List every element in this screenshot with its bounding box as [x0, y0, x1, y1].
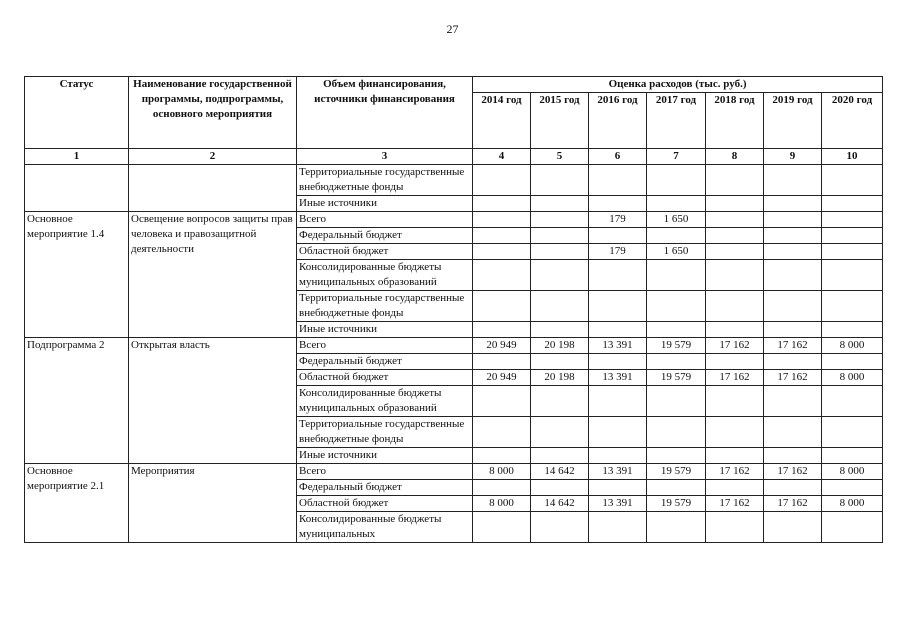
- column-number: 7: [647, 149, 706, 165]
- amount-cell: [473, 244, 531, 260]
- amount-cell: [764, 480, 822, 496]
- amount-cell: 13 391: [589, 496, 647, 512]
- amount-cell: [764, 417, 822, 448]
- amount-cell: [822, 212, 883, 228]
- amount-cell: 19 579: [647, 464, 706, 480]
- amount-cell: [589, 448, 647, 464]
- amount-cell: [764, 512, 822, 543]
- amount-cell: [706, 354, 764, 370]
- amount-cell: [647, 228, 706, 244]
- header-year: 2019 год: [764, 93, 822, 149]
- funding-source-cell: Иные источники: [297, 196, 473, 212]
- amount-cell: [531, 228, 589, 244]
- amount-cell: [473, 228, 531, 244]
- table-row: [25, 464, 883, 480]
- amount-cell: [473, 322, 531, 338]
- table-body: [25, 165, 883, 543]
- amount-cell: [764, 260, 822, 291]
- amount-cell: [473, 291, 531, 322]
- funding-source-cell: Областной бюджет: [297, 244, 473, 260]
- financing-table: [24, 76, 883, 543]
- header-year: 2016 год: [589, 93, 647, 149]
- amount-cell: [822, 260, 883, 291]
- status-cell: Основное мероприятие 1.4: [25, 212, 129, 338]
- amount-cell: [764, 196, 822, 212]
- funding-source-cell: Всего: [297, 338, 473, 354]
- amount-cell: 179: [589, 212, 647, 228]
- amount-cell: 8 000: [822, 370, 883, 386]
- amount-cell: 19 579: [647, 338, 706, 354]
- amount-cell: [531, 212, 589, 228]
- amount-cell: 17 162: [764, 338, 822, 354]
- amount-cell: [589, 228, 647, 244]
- amount-cell: 19 579: [647, 496, 706, 512]
- amount-cell: [764, 386, 822, 417]
- funding-source-cell: Всего: [297, 464, 473, 480]
- header-estimate: Оценка расходов (тыс. руб.): [473, 77, 883, 93]
- amount-cell: [647, 480, 706, 496]
- amount-cell: [647, 291, 706, 322]
- amount-cell: [706, 480, 764, 496]
- amount-cell: [647, 165, 706, 196]
- amount-cell: [531, 480, 589, 496]
- amount-cell: [647, 512, 706, 543]
- amount-cell: [473, 260, 531, 291]
- amount-cell: [531, 165, 589, 196]
- amount-cell: 8 000: [473, 496, 531, 512]
- program-name-cell: Освещение вопросов защиты прав человека и правозащитной деятельности: [129, 212, 297, 338]
- status-cell: Подпрограмма 2: [25, 338, 129, 464]
- funding-source-cell: Федеральный бюджет: [297, 354, 473, 370]
- column-number: 8: [706, 149, 764, 165]
- amount-cell: [589, 165, 647, 196]
- amount-cell: [473, 480, 531, 496]
- amount-cell: [764, 228, 822, 244]
- amount-cell: [822, 386, 883, 417]
- amount-cell: [647, 196, 706, 212]
- amount-cell: [589, 386, 647, 417]
- amount-cell: 19 579: [647, 370, 706, 386]
- amount-cell: [589, 260, 647, 291]
- amount-cell: [531, 417, 589, 448]
- header-year: 2015 год: [531, 93, 589, 149]
- amount-cell: 8 000: [822, 464, 883, 480]
- status-cell: [25, 165, 129, 212]
- amount-cell: [764, 322, 822, 338]
- amount-cell: 8 000: [473, 464, 531, 480]
- amount-cell: [822, 480, 883, 496]
- amount-cell: 17 162: [706, 496, 764, 512]
- amount-cell: [764, 244, 822, 260]
- amount-cell: [706, 228, 764, 244]
- amount-cell: [589, 480, 647, 496]
- amount-cell: [706, 448, 764, 464]
- column-number: 4: [473, 149, 531, 165]
- amount-cell: [589, 512, 647, 543]
- header-year: 2017 год: [647, 93, 706, 149]
- amount-cell: 14 642: [531, 496, 589, 512]
- amount-cell: [589, 354, 647, 370]
- amount-cell: 17 162: [764, 370, 822, 386]
- funding-source-cell: Территориальные государственные внебюджетные фонды: [297, 291, 473, 322]
- amount-cell: [531, 196, 589, 212]
- amount-cell: [647, 386, 706, 417]
- table-row: [25, 212, 883, 228]
- amount-cell: 13 391: [589, 370, 647, 386]
- amount-cell: [531, 244, 589, 260]
- program-name-cell: Открытая власть: [129, 338, 297, 464]
- funding-source-cell: Территориальные государственные внебюджетные фонды: [297, 417, 473, 448]
- funding-source-cell: Консолидированные бюджеты муниципальных: [297, 512, 473, 543]
- funding-source-cell: Федеральный бюджет: [297, 228, 473, 244]
- amount-cell: [822, 448, 883, 464]
- amount-cell: [589, 291, 647, 322]
- amount-cell: [706, 196, 764, 212]
- column-number: 9: [764, 149, 822, 165]
- amount-cell: [531, 512, 589, 543]
- funding-source-cell: Областной бюджет: [297, 496, 473, 512]
- header-year: 2020 год: [822, 93, 883, 149]
- amount-cell: [473, 417, 531, 448]
- column-number: 3: [297, 149, 473, 165]
- page-number: 27: [446, 22, 459, 36]
- amount-cell: [531, 354, 589, 370]
- funding-source-cell: Консолидированные бюджеты муниципальных образований: [297, 260, 473, 291]
- amount-cell: [647, 260, 706, 291]
- amount-cell: [473, 354, 531, 370]
- column-numbers-row: [25, 149, 883, 165]
- amount-cell: 17 162: [764, 464, 822, 480]
- amount-cell: [706, 291, 764, 322]
- amount-cell: [764, 212, 822, 228]
- amount-cell: [647, 417, 706, 448]
- amount-cell: [706, 417, 764, 448]
- header-name: Наименование государственной программы, подпрограммы, основного мероприятия: [129, 77, 297, 149]
- funding-source-cell: Всего: [297, 212, 473, 228]
- program-name-cell: [129, 165, 297, 212]
- funding-source-cell: Областной бюджет: [297, 370, 473, 386]
- amount-cell: 17 162: [764, 496, 822, 512]
- amount-cell: [822, 244, 883, 260]
- funding-source-cell: Консолидированные бюджеты муниципальных образований: [297, 386, 473, 417]
- amount-cell: 14 642: [531, 464, 589, 480]
- amount-cell: 1 650: [647, 244, 706, 260]
- amount-cell: 1 650: [647, 212, 706, 228]
- amount-cell: [647, 448, 706, 464]
- column-number: 6: [589, 149, 647, 165]
- amount-cell: [706, 165, 764, 196]
- amount-cell: [764, 291, 822, 322]
- amount-cell: [473, 512, 531, 543]
- amount-cell: [531, 291, 589, 322]
- amount-cell: [589, 196, 647, 212]
- funding-source-cell: Иные источники: [297, 448, 473, 464]
- amount-cell: 20 198: [531, 338, 589, 354]
- amount-cell: [473, 448, 531, 464]
- funding-source-cell: Федеральный бюджет: [297, 480, 473, 496]
- amount-cell: 17 162: [706, 338, 764, 354]
- amount-cell: [822, 354, 883, 370]
- amount-cell: [473, 386, 531, 417]
- header-year: 2018 год: [706, 93, 764, 149]
- amount-cell: [822, 417, 883, 448]
- funding-source-cell: Иные источники: [297, 322, 473, 338]
- amount-cell: [822, 291, 883, 322]
- amount-cell: [822, 322, 883, 338]
- amount-cell: [531, 386, 589, 417]
- amount-cell: [706, 512, 764, 543]
- amount-cell: [589, 417, 647, 448]
- amount-cell: [473, 196, 531, 212]
- amount-cell: [531, 322, 589, 338]
- amount-cell: 20 198: [531, 370, 589, 386]
- amount-cell: [764, 448, 822, 464]
- amount-cell: [764, 165, 822, 196]
- amount-cell: 20 949: [473, 370, 531, 386]
- amount-cell: [531, 448, 589, 464]
- amount-cell: 17 162: [706, 370, 764, 386]
- amount-cell: [822, 196, 883, 212]
- amount-cell: [647, 322, 706, 338]
- amount-cell: 179: [589, 244, 647, 260]
- table-row: [25, 165, 883, 196]
- amount-cell: 17 162: [706, 464, 764, 480]
- amount-cell: [822, 165, 883, 196]
- amount-cell: [822, 512, 883, 543]
- column-number: 1: [25, 149, 129, 165]
- amount-cell: [706, 322, 764, 338]
- amount-cell: [706, 260, 764, 291]
- amount-cell: [706, 386, 764, 417]
- amount-cell: [531, 260, 589, 291]
- amount-cell: 13 391: [589, 464, 647, 480]
- column-number: 10: [822, 149, 883, 165]
- amount-cell: [706, 212, 764, 228]
- column-number: 2: [129, 149, 297, 165]
- amount-cell: [764, 354, 822, 370]
- amount-cell: 8 000: [822, 496, 883, 512]
- amount-cell: [473, 212, 531, 228]
- table-row: [25, 338, 883, 354]
- column-number: 5: [531, 149, 589, 165]
- header-year: 2014 год: [473, 93, 531, 149]
- amount-cell: 20 949: [473, 338, 531, 354]
- header-status: Статус: [25, 77, 129, 149]
- amount-cell: [822, 228, 883, 244]
- amount-cell: 8 000: [822, 338, 883, 354]
- amount-cell: [647, 354, 706, 370]
- status-cell: Основное мероприятие 2.1: [25, 464, 129, 543]
- amount-cell: [706, 244, 764, 260]
- funding-source-cell: Территориальные государственные внебюджетные фонды: [297, 165, 473, 196]
- header-volume: Объем финансирования, источники финансирования: [297, 77, 473, 149]
- amount-cell: [589, 322, 647, 338]
- amount-cell: [473, 165, 531, 196]
- program-name-cell: Мероприятия: [129, 464, 297, 543]
- amount-cell: 13 391: [589, 338, 647, 354]
